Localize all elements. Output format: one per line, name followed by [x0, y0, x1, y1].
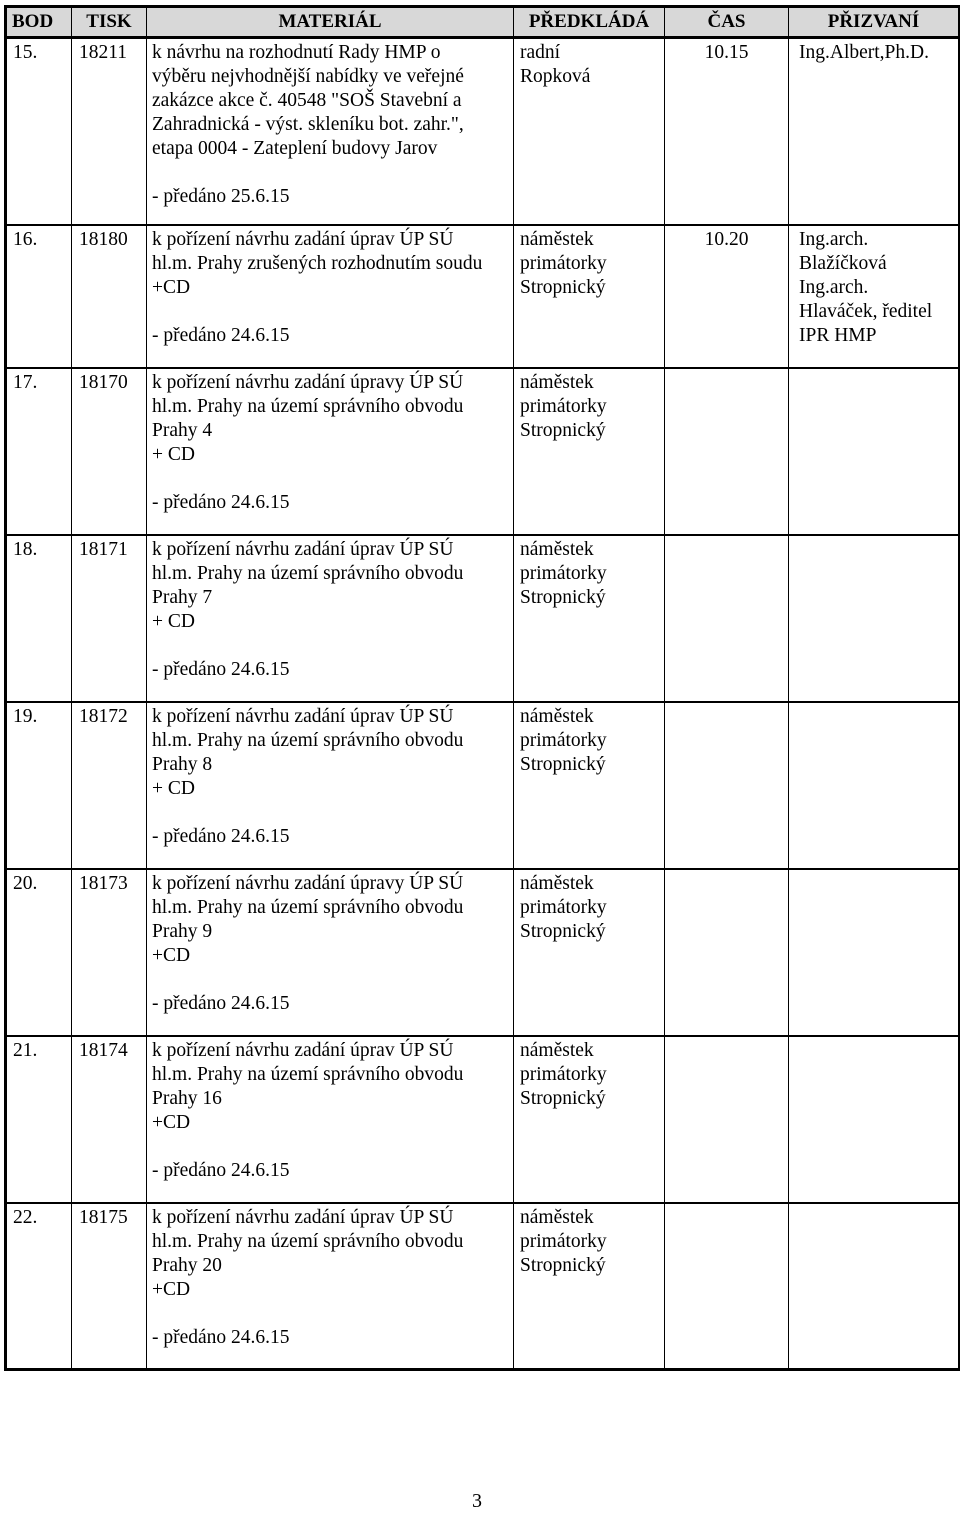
- presenter-line: náměstek: [520, 371, 594, 393]
- submitted-date: - předáno 24.6.15: [152, 491, 290, 513]
- agenda-row: [6, 535, 960, 702]
- time-cell: 10.20: [665, 225, 789, 368]
- material-line: výběru nejvhodnější nabídky ve veřejné: [152, 66, 464, 87]
- presenter-cell: [514, 869, 665, 1036]
- presenter-line: náměstek: [520, 705, 594, 727]
- presenter-line: Stropnický: [520, 276, 606, 298]
- invited-cell: [789, 1203, 960, 1370]
- presenter-line: primátorky: [520, 729, 607, 751]
- presenter-line: radní: [520, 42, 561, 63]
- print-number: 18172: [72, 702, 147, 869]
- header-cas: ČAS: [665, 7, 789, 38]
- invited-cell: [789, 702, 960, 869]
- print-number: 18173: [72, 869, 147, 1036]
- item-number: 16.: [6, 225, 72, 368]
- time-cell: [665, 535, 789, 702]
- material-cell: [147, 1203, 514, 1370]
- material-line: Prahy 7: [152, 586, 213, 608]
- presenter-line: Stropnický: [520, 1087, 606, 1109]
- material-line: + CD: [152, 777, 195, 799]
- header-tisk: TISK: [72, 7, 147, 38]
- print-number: 18171: [72, 535, 147, 702]
- agenda-row: [6, 225, 960, 368]
- material-line: +CD: [152, 944, 191, 966]
- presenter-line: primátorky: [520, 395, 607, 417]
- material-line: k pořízení návrhu zadání úprav ÚP SÚ: [152, 1039, 454, 1061]
- presenter-line: Ropková: [520, 66, 591, 87]
- invited-line: Blažíčková: [799, 252, 887, 274]
- material-line: hl.m. Prahy na území správního obvodu: [152, 1230, 464, 1252]
- material-line: k pořízení návrhu zadání úpravy ÚP SÚ: [152, 872, 464, 894]
- presenter-cell: [514, 225, 665, 368]
- invited-line: Ing.Albert,Ph.D.: [799, 42, 929, 63]
- material-cell: [147, 535, 514, 702]
- header-prizvani: PŘIZVANÍ: [789, 7, 960, 38]
- material-line: Prahy 20: [152, 1254, 222, 1276]
- item-number: 21.: [6, 1036, 72, 1203]
- item-number: 15.: [6, 38, 72, 225]
- agenda-row: [6, 869, 960, 1036]
- material-line: k pořízení návrhu zadání úprav ÚP SÚ: [152, 538, 454, 560]
- material-line: +CD: [152, 276, 191, 298]
- material-line: Prahy 8: [152, 753, 213, 775]
- material-line: zakázce akce č. 40548 "SOŠ Stavební a: [152, 90, 462, 111]
- material-line: Prahy 9: [152, 920, 213, 942]
- presenter-line: primátorky: [520, 252, 607, 274]
- submitted-date: - předáno 24.6.15: [152, 1326, 290, 1348]
- material-line: +CD: [152, 1111, 191, 1133]
- invited-cell: [789, 535, 960, 702]
- material-cell: [147, 225, 514, 368]
- presenter-line: Stropnický: [520, 419, 606, 441]
- submitted-date: - předáno 24.6.15: [152, 1159, 290, 1181]
- header-predklada: PŘEDKLÁDÁ: [514, 7, 665, 38]
- presenter-line: primátorky: [520, 896, 607, 918]
- submitted-date: - předáno 25.6.15: [152, 186, 290, 207]
- material-cell: [147, 38, 514, 225]
- invited-line: Hlaváček, ředitel: [799, 300, 933, 322]
- material-cell: [147, 702, 514, 869]
- material-cell: [147, 368, 514, 535]
- material-line: Prahy 4: [152, 419, 213, 441]
- submitted-date: - předáno 24.6.15: [152, 324, 290, 346]
- presenter-cell: [514, 1036, 665, 1203]
- submitted-date: - předáno 24.6.15: [152, 658, 290, 680]
- material-line: k pořízení návrhu zadání úprav ÚP SÚ: [152, 228, 454, 250]
- time-cell: [665, 702, 789, 869]
- material-line: +CD: [152, 1278, 191, 1300]
- invited-line: Ing.arch.: [799, 276, 869, 298]
- presenter-line: primátorky: [520, 1063, 607, 1085]
- time-cell: [665, 368, 789, 535]
- print-number: 18174: [72, 1036, 147, 1203]
- presenter-line: náměstek: [520, 872, 594, 894]
- time-cell: [665, 869, 789, 1036]
- presenter-cell: [514, 702, 665, 869]
- print-number: 18170: [72, 368, 147, 535]
- material-line: + CD: [152, 443, 195, 465]
- invited-line: IPR HMP: [799, 324, 877, 346]
- agenda-row: [6, 38, 960, 225]
- item-number: 19.: [6, 702, 72, 869]
- presenter-line: primátorky: [520, 1230, 607, 1252]
- invited-line: Ing.arch.: [799, 228, 869, 250]
- item-number: 22.: [6, 1203, 72, 1370]
- item-number: 20.: [6, 869, 72, 1036]
- presenter-line: náměstek: [520, 1039, 594, 1061]
- header-row: [6, 7, 960, 38]
- material-line: hl.m. Prahy zrušených rozhodnutím soudu: [152, 252, 483, 274]
- header-bod: BOD: [6, 7, 72, 38]
- material-line: hl.m. Prahy na území správního obvodu: [152, 1063, 464, 1085]
- material-cell: [147, 869, 514, 1036]
- material-cell: [147, 1036, 514, 1203]
- presenter-cell: [514, 38, 665, 225]
- agenda-row: [6, 368, 960, 535]
- presenter-line: náměstek: [520, 538, 594, 560]
- presenter-line: primátorky: [520, 562, 607, 584]
- invited-cell: [789, 225, 960, 368]
- presenter-cell: [514, 1203, 665, 1370]
- presenter-cell: [514, 535, 665, 702]
- time-cell: [665, 1203, 789, 1370]
- invited-cell: [789, 368, 960, 535]
- time-cell: 10.15: [665, 38, 789, 225]
- invited-cell: [789, 38, 960, 225]
- presenter-line: Stropnický: [520, 920, 606, 942]
- material-line: k pořízení návrhu zadání úpravy ÚP SÚ: [152, 371, 464, 393]
- presenter-cell: [514, 368, 665, 535]
- agenda-row: [6, 1036, 960, 1203]
- presenter-line: Stropnický: [520, 753, 606, 775]
- material-line: hl.m. Prahy na území správního obvodu: [152, 562, 464, 584]
- material-line: hl.m. Prahy na území správního obvodu: [152, 395, 464, 417]
- material-line: etapa 0004 - Zateplení budovy Jarov: [152, 138, 438, 159]
- material-line: k pořízení návrhu zadání úprav ÚP SÚ: [152, 705, 454, 727]
- page-number: 3: [472, 1490, 482, 1512]
- invited-cell: [789, 1036, 960, 1203]
- material-line: k pořízení návrhu zadání úprav ÚP SÚ: [152, 1206, 454, 1228]
- material-line: Prahy 16: [152, 1087, 222, 1109]
- agenda-row: [6, 1203, 960, 1370]
- print-number: 18211: [72, 38, 147, 225]
- material-line: + CD: [152, 610, 195, 632]
- agenda-table: [4, 5, 960, 1371]
- presenter-line: náměstek: [520, 228, 594, 250]
- header-material: MATERIÁL: [147, 7, 514, 38]
- time-cell: [665, 1036, 789, 1203]
- print-number: 18180: [72, 225, 147, 368]
- material-line: hl.m. Prahy na území správního obvodu: [152, 729, 464, 751]
- submitted-date: - předáno 24.6.15: [152, 992, 290, 1014]
- invited-cell: [789, 869, 960, 1036]
- item-number: 18.: [6, 535, 72, 702]
- presenter-line: Stropnický: [520, 586, 606, 608]
- item-number: 17.: [6, 368, 72, 535]
- submitted-date: - předáno 24.6.15: [152, 825, 290, 847]
- print-number: 18175: [72, 1203, 147, 1370]
- agenda-body: [6, 38, 960, 1370]
- material-line: hl.m. Prahy na území správního obvodu: [152, 896, 464, 918]
- material-line: k návrhu na rozhodnutí Rady HMP o: [152, 42, 441, 63]
- agenda-row: [6, 702, 960, 869]
- presenter-line: Stropnický: [520, 1254, 606, 1276]
- presenter-line: náměstek: [520, 1206, 594, 1228]
- material-line: Zahradnická - výst. skleníku bot. zahr.",: [152, 114, 464, 135]
